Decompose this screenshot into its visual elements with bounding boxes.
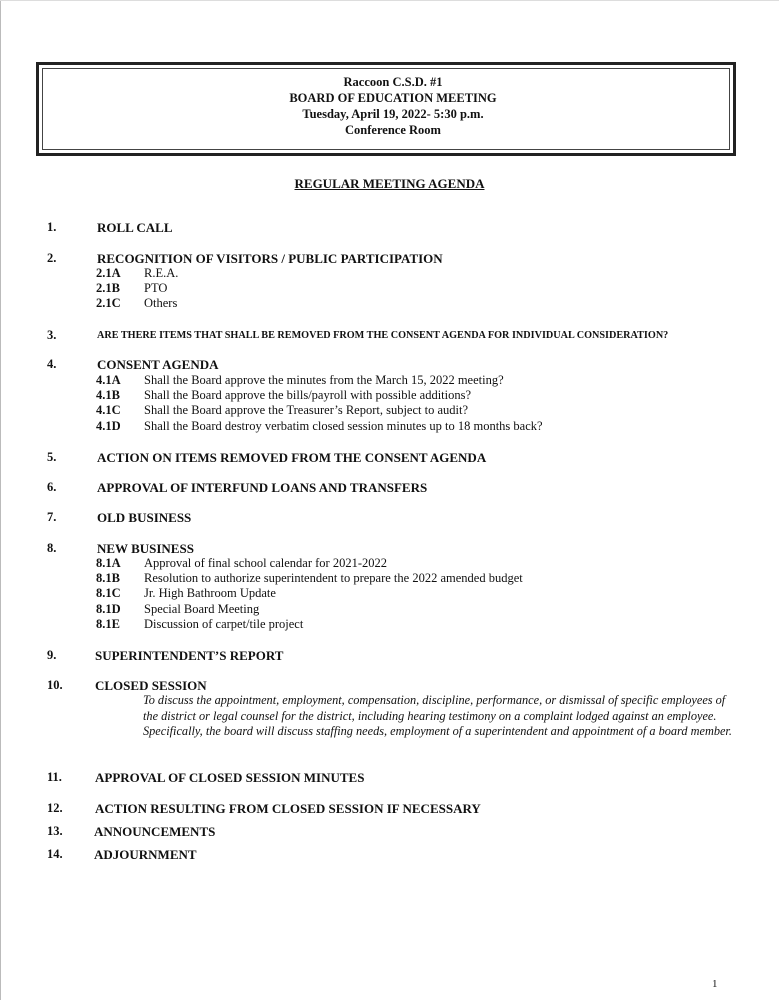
item-label: OLD BUSINESS: [97, 510, 192, 525]
agenda-title: REGULAR MEETING AGENDA: [294, 176, 485, 191]
item-number: 2.: [47, 251, 57, 265]
sub-item-text: Shall the Board destroy verbatim closed session minutes up to 18 months back?: [144, 419, 543, 433]
sub-item-text: Shall the Board approve the Treasurer’s Report, subject to audit?: [144, 403, 469, 417]
item-number: 14.: [47, 847, 63, 861]
sub-item-code: 2.1B: [96, 281, 120, 295]
item-label: APPROVAL OF CLOSED SESSION MINUTES: [95, 770, 365, 785]
item-number: 7.: [47, 510, 57, 524]
sub-item-2-1c: [96, 296, 177, 311]
item-number: 12.: [47, 801, 63, 815]
sub-item-4-1d: [96, 419, 543, 434]
item-number: 1.: [47, 220, 57, 234]
item-number: 9.: [47, 648, 57, 662]
item-number: 3.: [47, 328, 57, 342]
sub-item-4-1c: [96, 403, 468, 418]
sub-item-code: 8.1B: [96, 571, 120, 585]
district-name: Raccoon C.S.D. #1: [343, 75, 443, 89]
item-label: CLOSED SESSION: [95, 678, 207, 693]
sub-item-code: 8.1C: [96, 586, 121, 600]
sub-item-code: 2.1C: [96, 296, 121, 310]
sub-item-8-1b: [96, 571, 523, 586]
item-number: 11.: [47, 770, 62, 784]
sub-item-8-1c: [96, 586, 276, 601]
item-label: ANNOUNCEMENTS: [94, 824, 216, 839]
item-label: APPROVAL OF INTERFUND LOANS AND TRANSFERS: [97, 480, 428, 495]
meeting-title: BOARD OF EDUCATION MEETING: [289, 91, 497, 105]
meeting-date: Tuesday, April 19, 2022- 5:30 p.m.: [302, 107, 484, 121]
item-number: 13.: [47, 824, 63, 838]
item-number: 5.: [47, 450, 57, 464]
sub-item-text: Special Board Meeting: [144, 602, 260, 616]
header-text: [39, 74, 733, 138]
item-number: 6.: [47, 480, 57, 494]
item-label: ACTION ON ITEMS REMOVED FROM THE CONSENT AGENDA: [97, 450, 487, 465]
sub-item-text: Shall the Board approve the minutes from the March 15, 2022 meeting?: [144, 373, 504, 387]
sub-item-text: PTO: [144, 281, 168, 295]
closed-session-description: To discuss the appointment, employment, compensation, discipline, performance, or dismissal of specific employees of the district or legal counsel for the district, including hearing testimony on a complaint lodged against an employee. Specifically, the board will discuss staffing needs, employment of a superintendent and appointment of a board member.: [143, 693, 732, 738]
sub-item-8-1a: [96, 556, 387, 571]
sub-item-4-1a: [96, 373, 504, 388]
item-number: 10.: [47, 678, 63, 692]
sub-item-text: Resolution to authorize superintendent to prepare the 2022 amended budget: [144, 571, 523, 585]
sub-item-8-1e: [96, 617, 303, 632]
item-label: SUPERINTENDENT’S REPORT: [95, 648, 284, 663]
sub-item-text: R.E.A.: [144, 266, 179, 280]
page-edge-top: [0, 0, 779, 1]
sub-item-text: Discussion of carpet/tile project: [144, 617, 304, 631]
sub-item-text: Jr. High Bathroom Update: [144, 586, 276, 600]
item-label: ACTION RESULTING FROM CLOSED SESSION IF NECESSARY: [95, 801, 481, 816]
page-number: 1: [712, 978, 718, 990]
sub-item-8-1d: [96, 602, 259, 617]
sub-item-code: 4.1C: [96, 403, 121, 417]
sub-item-code: 2.1A: [96, 266, 121, 280]
item-label: ADJOURNMENT: [94, 847, 197, 862]
sub-item-code: 8.1E: [96, 617, 120, 631]
item-label: ROLL CALL: [97, 220, 173, 235]
sub-item-text: Others: [144, 296, 178, 310]
header-box: [36, 62, 736, 156]
item-label: RECOGNITION OF VISITORS / PUBLIC PARTICIPATION: [97, 251, 443, 266]
sub-item-code: 4.1B: [96, 388, 120, 402]
item-number: 8.: [47, 541, 57, 555]
page-edge: [0, 0, 1, 1000]
sub-item-4-1b: [96, 388, 471, 403]
meeting-location: Conference Room: [345, 123, 441, 137]
sub-item-2-1a: [96, 266, 178, 281]
sub-item-code: 8.1A: [96, 556, 121, 570]
sub-item-2-1b: [96, 281, 167, 296]
sub-item-text: Shall the Board approve the bills/payroll with possible additions?: [144, 388, 472, 402]
item-label: NEW BUSINESS: [97, 541, 194, 556]
item-label: CONSENT AGENDA: [97, 357, 219, 372]
sub-item-text: Approval of final school calendar for 2021-2022: [144, 556, 387, 570]
item-number: 4.: [47, 357, 57, 371]
item-label: ARE THERE ITEMS THAT SHALL BE REMOVED FROM THE CONSENT AGENDA FOR INDIVIDUAL CONSIDERATION?: [97, 330, 669, 341]
sub-item-code: 4.1A: [96, 373, 121, 387]
sub-item-code: 4.1D: [96, 419, 121, 433]
sub-item-code: 8.1D: [96, 602, 121, 616]
